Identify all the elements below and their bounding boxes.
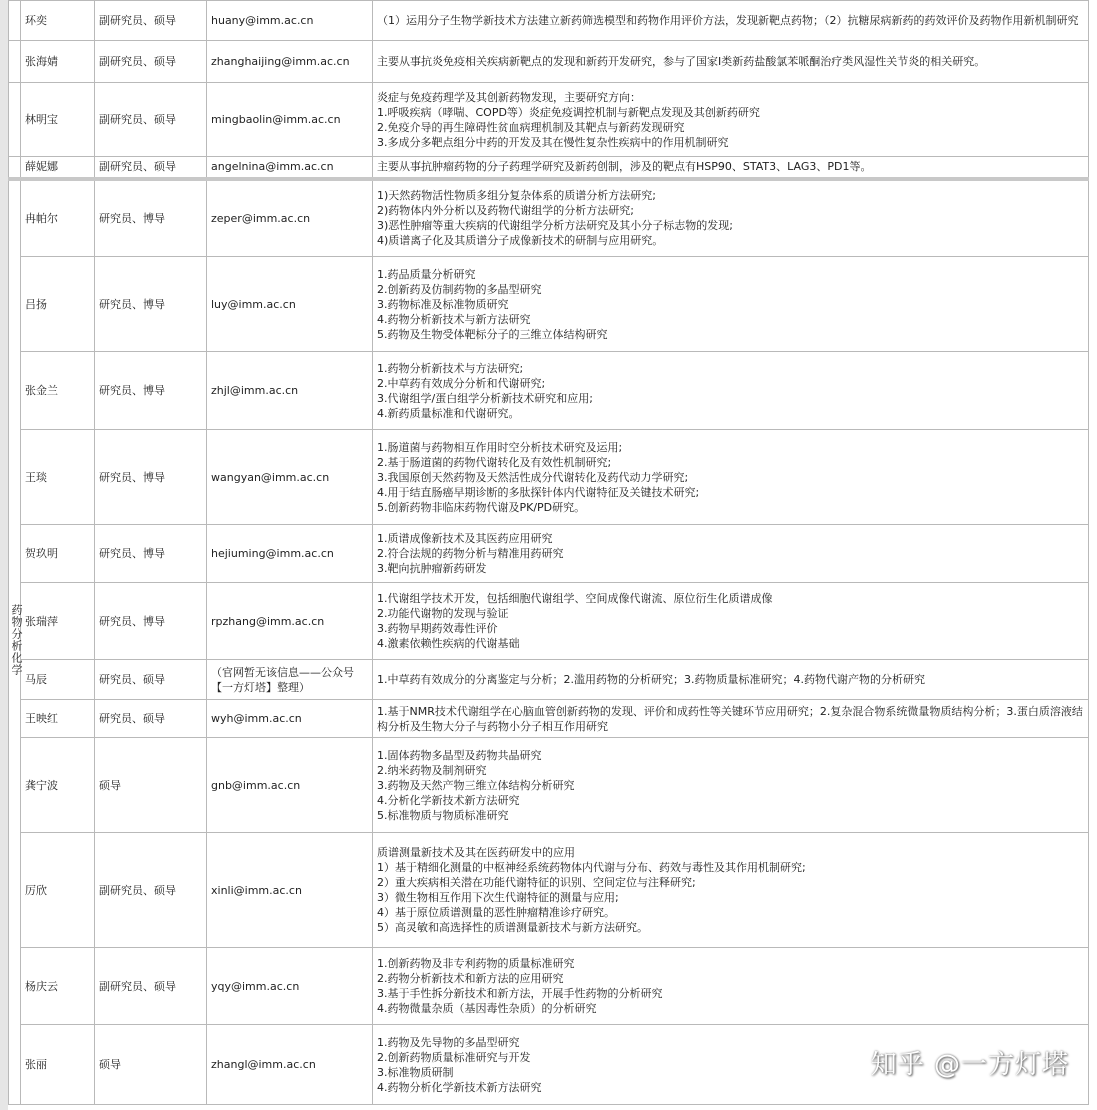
department-cell xyxy=(9,179,21,1105)
research-line: 1.肠道菌与药物相互作用时空分析技术研究及运用; xyxy=(377,440,623,454)
table-row xyxy=(9,583,1089,660)
title-cell: 研究员、博导 xyxy=(95,525,207,583)
table-row xyxy=(9,660,1089,700)
title-cell: 副研究员、硕导 xyxy=(95,1,207,41)
name-cell: 林明宝 xyxy=(21,83,95,157)
research-line: （1）运用分子生物学新技术方法建立新药筛选模型和药物作用评价方法，发现新靶点药物；（2）抗糖尿病新药的药效评价及药物作用新机制研究 xyxy=(377,14,1079,27)
email-cell: yqy@imm.ac.cn xyxy=(207,948,373,1025)
research-line: 4.激素依赖性疾病的代谢基础 xyxy=(377,637,520,650)
research-line: 2.创新药物质量标准研究与开发 xyxy=(377,1050,531,1064)
table-row xyxy=(9,738,1089,833)
research-line: 3.药物及天然产物三维立体结构分析研究 xyxy=(377,778,575,792)
research-cell xyxy=(373,738,1089,833)
title-cell: 副研究员、硕导 xyxy=(95,41,207,83)
title-cell: 研究员、博导 xyxy=(95,430,207,525)
research-line: 5.药物及生物受体靶标分子的三维立体结构研究 xyxy=(377,327,608,341)
research-line: 2.符合法规的药物分析与精准用药研究 xyxy=(377,547,564,560)
watermark: 知乎 @一方灯塔 xyxy=(870,1050,1069,1080)
research-line: 3）微生物相互作用下次生代谢特征的测量与应用; xyxy=(377,891,619,904)
title-cell: 副研究员、硕导 xyxy=(95,948,207,1025)
title-cell: 硕导 xyxy=(95,1025,207,1105)
research-line: 1.药品质量分析研究 xyxy=(377,267,476,281)
table-row xyxy=(9,700,1089,738)
name-cell: 吕扬 xyxy=(21,257,95,352)
research-line: 1）基于精细化测量的中枢神经系统药物体内代谢与分布、药效与毒性及其作用机制研究; xyxy=(377,861,806,874)
research-line: 2.纳米药物及制剂研究 xyxy=(377,763,487,777)
email-cell: luy@imm.ac.cn xyxy=(207,257,373,352)
title-cell: 研究员、硕导 xyxy=(95,660,207,700)
title-cell: 硕导 xyxy=(95,738,207,833)
name-cell: 张丽 xyxy=(21,1025,95,1105)
research-line: 4.用于结直肠癌早期诊断的多肽探针体内代谢特征及关键技术研究; xyxy=(377,485,700,499)
research-line: 3.我国原创天然药物及天然活性成分代谢转化及药代动力学研究; xyxy=(377,470,689,484)
research-line: 4.药物分析化学新技术新方法研究 xyxy=(377,1080,542,1094)
email-cell: rpzhang@imm.ac.cn xyxy=(207,583,373,660)
research-cell xyxy=(373,1,1089,41)
research-line: 5）高灵敏和高选择性的质谱测量新技术与新方法研究。 xyxy=(377,921,648,934)
email-cell: wyh@imm.ac.cn xyxy=(207,700,373,738)
email-cell: zeper@imm.ac.cn xyxy=(207,179,373,257)
dept-cell-empty xyxy=(9,41,21,83)
research-line: 4)质谱离子化及其质谱分子成像新技术的研制与应用研究。 xyxy=(377,234,664,248)
research-line: 3.靶向抗肿瘤新药研发 xyxy=(377,562,487,575)
table-row xyxy=(9,525,1089,583)
table-row xyxy=(9,1,1089,41)
research-line: 1.中草药有效成分的分离鉴定与分析；2.滥用药物的分析研究；3.药物质量标准研究；4.药物代谢产物的分析研究 xyxy=(377,673,925,686)
title-cell: 研究员、博导 xyxy=(95,352,207,430)
name-cell: 张金兰 xyxy=(21,352,95,430)
research-cell xyxy=(373,583,1089,660)
research-line: 1.代谢组学技术开发，包括细胞代谢组学、空间成像代谢流、原位衍生化质谱成像 xyxy=(377,592,773,605)
name-cell: 环奕 xyxy=(21,1,95,41)
research-line: 2）重大疾病相关潜在功能代谢特征的识别、空间定位与注释研究; xyxy=(377,876,696,889)
research-line: 2.中草药有效成分分析和代谢研究; xyxy=(377,376,546,390)
research-line: 2.创新药及仿制药物的多晶型研究 xyxy=(377,282,542,296)
research-line: 1.药物分析新技术与方法研究; xyxy=(377,361,524,375)
dept-cell-empty xyxy=(9,157,21,179)
research-cell xyxy=(373,257,1089,352)
research-line: 1.质谱成像新技术及其医药应用研究 xyxy=(377,532,553,545)
research-line: 1.创新药物及非专利药物的质量标准研究 xyxy=(377,957,575,970)
research-line: 1.药物及先导物的多晶型研究 xyxy=(377,1035,520,1049)
research-cell xyxy=(373,157,1089,179)
title-cell: 研究员、博导 xyxy=(95,257,207,352)
name-cell: 马辰 xyxy=(21,660,95,700)
research-line: 4）基于原位质谱测量的恶性肿瘤精准诊疗研究。 xyxy=(377,906,615,919)
email-cell: （官网暂无该信息——公众号【一方灯塔】整理） xyxy=(207,660,373,700)
name-cell: 龚宁波 xyxy=(21,738,95,833)
research-line: 4.分析化学新技术新方法研究 xyxy=(377,793,520,807)
research-line: 3.标准物质研制 xyxy=(377,1065,454,1079)
department-label: 药物分析化学 xyxy=(10,604,23,677)
research-line: 3.多成分多靶点组分中药的开发及其在慢性复杂性疾病中的作用机制研究 xyxy=(377,135,729,149)
research-line: 3.药物标准及标准物质研究 xyxy=(377,297,509,311)
research-line: 2.免疫介导的再生障碍性贫血病理机制及其靶点与新药发现研究 xyxy=(377,120,685,134)
title-cell: 研究员、博导 xyxy=(95,583,207,660)
research-cell xyxy=(373,833,1089,948)
research-line: 5.标准物质与物质标准研究 xyxy=(377,808,509,822)
title-cell: 副研究员、硕导 xyxy=(95,157,207,179)
research-cell xyxy=(373,700,1089,738)
page-left-edge xyxy=(0,0,8,1110)
email-cell: zhjl@imm.ac.cn xyxy=(207,352,373,430)
name-cell: 贺玖明 xyxy=(21,525,95,583)
table-row xyxy=(9,257,1089,352)
name-cell: 张海婧 xyxy=(21,41,95,83)
research-line: 1)天然药物活性物质多组分复杂体系的质谱分析方法研究; xyxy=(377,189,656,203)
name-cell: 张瑞萍 xyxy=(21,583,95,660)
name-cell: 王琰 xyxy=(21,430,95,525)
title-cell: 副研究员、硕导 xyxy=(95,83,207,157)
faculty-table-body xyxy=(9,1,1089,1105)
research-line: 4.新药质量标准和代谢研究。 xyxy=(377,406,520,420)
email-cell: zhanghaijing@imm.ac.cn xyxy=(207,41,373,83)
research-line: 主要从事抗炎免疫相关疾病新靶点的发现和新药开发研究，参与了国家I类新药盐酸氯苯哌酮治疗类风湿性关节炎的相关研究。 xyxy=(377,55,986,68)
title-cell: 研究员、博导 xyxy=(95,179,207,257)
table-row xyxy=(9,948,1089,1025)
research-line: 2.药物分析新技术和新方法的应用研究 xyxy=(377,972,564,985)
research-line: 1.固体药物多晶型及药物共晶研究 xyxy=(377,748,542,762)
research-line: 主要从事抗肿瘤药物的分子药理学研究及新药创制，涉及的靶点有HSP90、STAT3、LAG3、PD1等。 xyxy=(377,160,872,174)
name-cell: 杨庆云 xyxy=(21,948,95,1025)
research-cell xyxy=(373,179,1089,257)
research-line: 2.功能代谢物的发现与验证 xyxy=(377,607,509,620)
dept-cell-empty xyxy=(9,1,21,41)
research-cell xyxy=(373,430,1089,525)
table-row xyxy=(9,157,1089,179)
table-row xyxy=(9,179,1089,257)
research-line: 1.基于NMR技术代谢组学在心脑血管创新药物的发现、评价和成药性等关键环节应用研究；2.复杂混合物系统微量物质结构分析；3.蛋白质溶液结构分析及生物大分子与药物小分子相互作用研究 xyxy=(377,704,1083,733)
research-line: 5.创新药物非临床药物代谢及PK/PD研究。 xyxy=(377,500,586,514)
email-cell: xinli@imm.ac.cn xyxy=(207,833,373,948)
email-cell: wangyan@imm.ac.cn xyxy=(207,430,373,525)
name-cell: 王映红 xyxy=(21,700,95,738)
dept-cell-empty xyxy=(9,83,21,157)
research-line: 2.基于肠道菌的药物代谢转化及有效性机制研究; xyxy=(377,455,612,469)
name-cell: 薛妮娜 xyxy=(21,157,95,179)
research-cell xyxy=(373,41,1089,83)
faculty-table xyxy=(8,0,1089,1105)
research-line: 3.药物早期药效毒性评价 xyxy=(377,622,498,635)
table-row xyxy=(9,833,1089,948)
name-cell: 冉帕尔 xyxy=(21,179,95,257)
research-line: 3.基于手性拆分新技术和新方法，开展手性药物的分析研究 xyxy=(377,987,663,1000)
email-cell: mingbaolin@imm.ac.cn xyxy=(207,83,373,157)
research-line: 3.代谢组学/蛋白组学分析新技术研究和应用; xyxy=(377,391,593,405)
table-row xyxy=(9,352,1089,430)
research-line: 4.药物分析新技术与新方法研究 xyxy=(377,312,531,326)
research-line: 质谱测量新技术及其在医药研发中的应用 xyxy=(377,846,575,859)
research-line: 1.呼吸疾病（哮喘、COPD等）炎症免疫调控机制与新靶点发现及其创新药研究 xyxy=(377,105,760,119)
research-cell xyxy=(373,660,1089,700)
email-cell: hejiuming@imm.ac.cn xyxy=(207,525,373,583)
research-cell xyxy=(373,352,1089,430)
title-cell: 研究员、硕导 xyxy=(95,700,207,738)
table-row xyxy=(9,83,1089,157)
research-line: 3)恶性肿瘤等重大疾病的代谢组学分析方法研究及其小分子标志物的发现; xyxy=(377,219,733,233)
research-line: 炎症与免疫药理学及其创新药物发现，主要研究方向： xyxy=(377,90,641,104)
table-row xyxy=(9,41,1089,83)
name-cell: 厉欣 xyxy=(21,833,95,948)
research-cell xyxy=(373,83,1089,157)
email-cell: angelnina@imm.ac.cn xyxy=(207,157,373,179)
email-cell: zhangl@imm.ac.cn xyxy=(207,1025,373,1105)
research-cell xyxy=(373,948,1089,1025)
research-cell xyxy=(373,525,1089,583)
title-cell: 副研究员、硕导 xyxy=(95,833,207,948)
table-row xyxy=(9,430,1089,525)
research-line: 4.药物微量杂质（基因毒性杂质）的分析研究 xyxy=(377,1002,597,1015)
email-cell: huany@imm.ac.cn xyxy=(207,1,373,41)
email-cell: gnb@imm.ac.cn xyxy=(207,738,373,833)
research-line: 2)药物体内外分析以及药物代谢组学的分析方法研究; xyxy=(377,204,634,218)
